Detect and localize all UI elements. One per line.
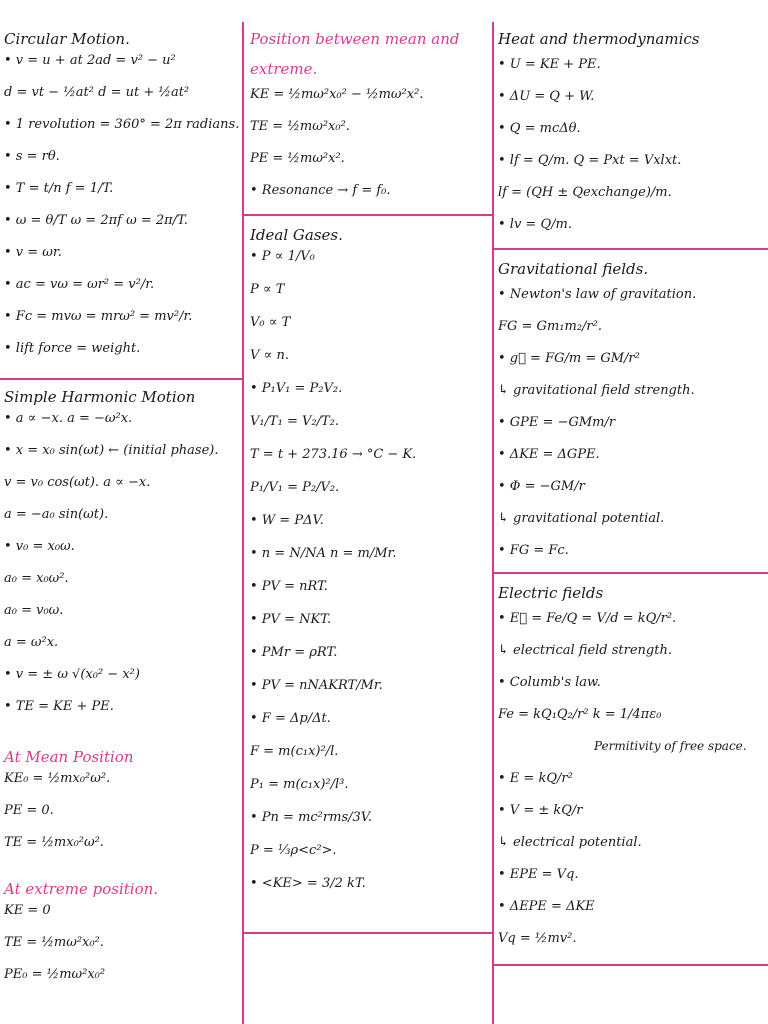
formula-line: a₀ = v₀ω. (4, 604, 64, 618)
circular-motion-section (4, 30, 240, 358)
formula-line: • lf = Q/m. Q = Pxt = Vxlxt. (498, 154, 682, 168)
divider-between-gases (244, 214, 492, 216)
formula-line: P₁/V₁ = P₂/V₂. (250, 481, 340, 495)
between-position-title: Position between mean and (250, 30, 460, 48)
formula-line: • W = PΔV. (250, 514, 324, 528)
formula-line: • v = ωr. (4, 246, 62, 260)
formula-line: • ω = θ/T ω = 2πf ω = 2π/T. (4, 214, 188, 228)
formula-line: a = ω²x. (4, 636, 59, 650)
formula-line: • Newton's law of gravitation. (498, 288, 697, 302)
formula-line: • ΔKE = ΔGPE. (498, 448, 600, 462)
formula-line: • Q = mcΔθ. (498, 122, 581, 136)
formula-line: ↳ gravitational potential. (498, 512, 665, 526)
formula-line: FG = Gm₁m₂/r². (498, 320, 602, 334)
divider-gases-end (244, 932, 492, 934)
shm-section (4, 388, 240, 716)
circular-motion-title: Circular Motion. (4, 30, 130, 48)
ideal-gases-section (250, 226, 488, 893)
extreme-position-section (4, 880, 240, 984)
formula-line: KE = 0 (4, 904, 51, 918)
formula-line: • v = ± ω √(x₀² − x²) (4, 668, 140, 682)
formula-line: • EPE = Vq. (498, 868, 579, 882)
mean-position-title: At Mean Position (4, 748, 134, 766)
formula-line: • lv = Q/m. (498, 218, 572, 232)
heat-section (498, 30, 764, 234)
formula-line: • PV = NKT. (250, 613, 332, 627)
formula-line: ↳ electrical field strength. (498, 644, 672, 658)
formula-line: v = v₀ cos(ωt). a ∝ −x. (4, 476, 151, 490)
formula-line: ↳ gravitational field strength. (498, 384, 695, 398)
formula-line: • TE = KE + PE. (4, 700, 114, 714)
formula-line: V₀ ∝ T (250, 316, 291, 330)
formula-line: • U = KE + PE. (498, 58, 601, 72)
formula-line: • FG = Fc. (498, 544, 569, 558)
formula-line: • Resonance → f = f₀. (250, 184, 391, 198)
between-position-section (250, 30, 488, 200)
formula-line: • PV = nRT. (250, 580, 328, 594)
divider-circular-shm (0, 378, 242, 380)
formula-line: TE = ½mω²x₀². (250, 120, 350, 134)
formula-line: • x = x₀ sin(ωt) ← (initial phase). (4, 444, 219, 458)
divider-heat-grav (494, 248, 768, 250)
formula-line: • E⃗ = Fe/Q = V/d = kQ/r². (498, 612, 677, 626)
ideal-gases-title: Ideal Gases. (250, 226, 343, 244)
formula-line: • ac = vω = ωr² = v²/r. (4, 278, 155, 292)
between-position-title-cont: extreme. (250, 60, 318, 78)
formula-line: a = −a₀ sin(ωt). (4, 508, 109, 522)
formula-line: Fe = kQ₁Q₂/r² k = 1/4πε₀ (498, 708, 662, 722)
formula-line: • P ∝ 1/V₀ (250, 250, 315, 264)
formula-line: • F = Δp/Δt. (250, 712, 331, 726)
formula-line: • v₀ = x₀ω. (4, 540, 75, 554)
extreme-position-title: At extreme position. (4, 880, 159, 898)
electric-section (498, 584, 764, 948)
formula-line: • ΔEPE = ΔKE (498, 900, 595, 914)
formula-line: TE = ½mω²x₀². (4, 936, 104, 950)
formula-line: • PV = nNAKRT/Mr. (250, 679, 383, 693)
formula-line: • n = N/NA n = m/Mr. (250, 547, 397, 561)
formula-line: T = t + 273.16 → °C − K. (250, 448, 417, 462)
formula-line: • P₁V₁ = P₂V₂. (250, 382, 343, 396)
formula-line: KE₀ = ½mx₀²ω². (4, 772, 111, 786)
formula-line: • s = rθ. (4, 150, 60, 164)
formula-line: • v = u + at 2ad = v² − u² (4, 54, 176, 68)
formula-line: • V = ± kQ/r (498, 804, 583, 818)
formula-line: • g⃗ = FG/m = GM/r² (498, 352, 640, 366)
formula-line: d = vt − ½at² d = ut + ½at² (4, 86, 190, 100)
electric-title: Electric fields (498, 584, 604, 602)
formula-line: • a ∝ −x. a = −ω²x. (4, 412, 133, 426)
formula-line: • lift force = weight. (4, 342, 141, 356)
divider-grav-elec (494, 572, 768, 574)
formula-line: a₀ = x₀ω². (4, 572, 69, 586)
formula-line: PE = 0. (4, 804, 54, 818)
formula-line: • E = kQ/r² (498, 772, 573, 786)
formula-line: KE = ½mω²x₀² − ½mω²x². (250, 88, 424, 102)
column-divider-2 (492, 22, 494, 1024)
formula-line: lf = (QH ± Qexchange)/m. (498, 186, 672, 200)
formula-line: PE₀ = ½mω²x₀² (4, 968, 106, 982)
formula-line: P ∝ T (250, 283, 285, 297)
formula-line: Vq = ½mv². (498, 932, 577, 946)
formula-line: • Pn = mc²rms/3V. (250, 811, 373, 825)
formula-line: • Columb's law. (498, 676, 601, 690)
formula-line: TE = ½mx₀²ω². (4, 836, 104, 850)
gravitational-title: Gravitational fields. (498, 260, 649, 278)
mean-position-section (4, 748, 240, 852)
formula-line: P = ⅓ρ<c²>. (250, 844, 337, 858)
formula-line: PE = ½mω²x². (250, 152, 345, 166)
formula-line: V₁/T₁ = V₂/T₂. (250, 415, 340, 429)
divider-elec-end (494, 964, 768, 966)
formula-line: F = m(c₁x)²/l. (250, 745, 339, 759)
shm-title: Simple Harmonic Motion (4, 388, 196, 406)
heat-title: Heat and thermodynamics (498, 30, 700, 48)
formula-line: • Fc = mvω = mrω² = mv²/r. (4, 310, 193, 324)
formula-line: Permitivity of free space. (594, 740, 747, 753)
formula-line: • ΔU = Q + W. (498, 90, 595, 104)
formula-line: • <KE> = 3/2 kT. (250, 877, 366, 891)
formula-line: ↳ electrical potential. (498, 836, 642, 850)
column-divider-1 (242, 22, 244, 1024)
formula-line: • Φ = −GM/r (498, 480, 585, 494)
formula-line: • PMr = ρRT. (250, 646, 338, 660)
formula-line: V ∝ n. (250, 349, 289, 363)
formula-line: P₁ = m(c₁x)²/l³. (250, 778, 349, 792)
formula-line: • GPE = −GMm/r (498, 416, 616, 430)
formula-line: • 1 revolution = 360° = 2π radians. (4, 118, 240, 132)
formula-line: • T = t/n f = 1/T. (4, 182, 114, 196)
gravitational-section (498, 260, 764, 560)
